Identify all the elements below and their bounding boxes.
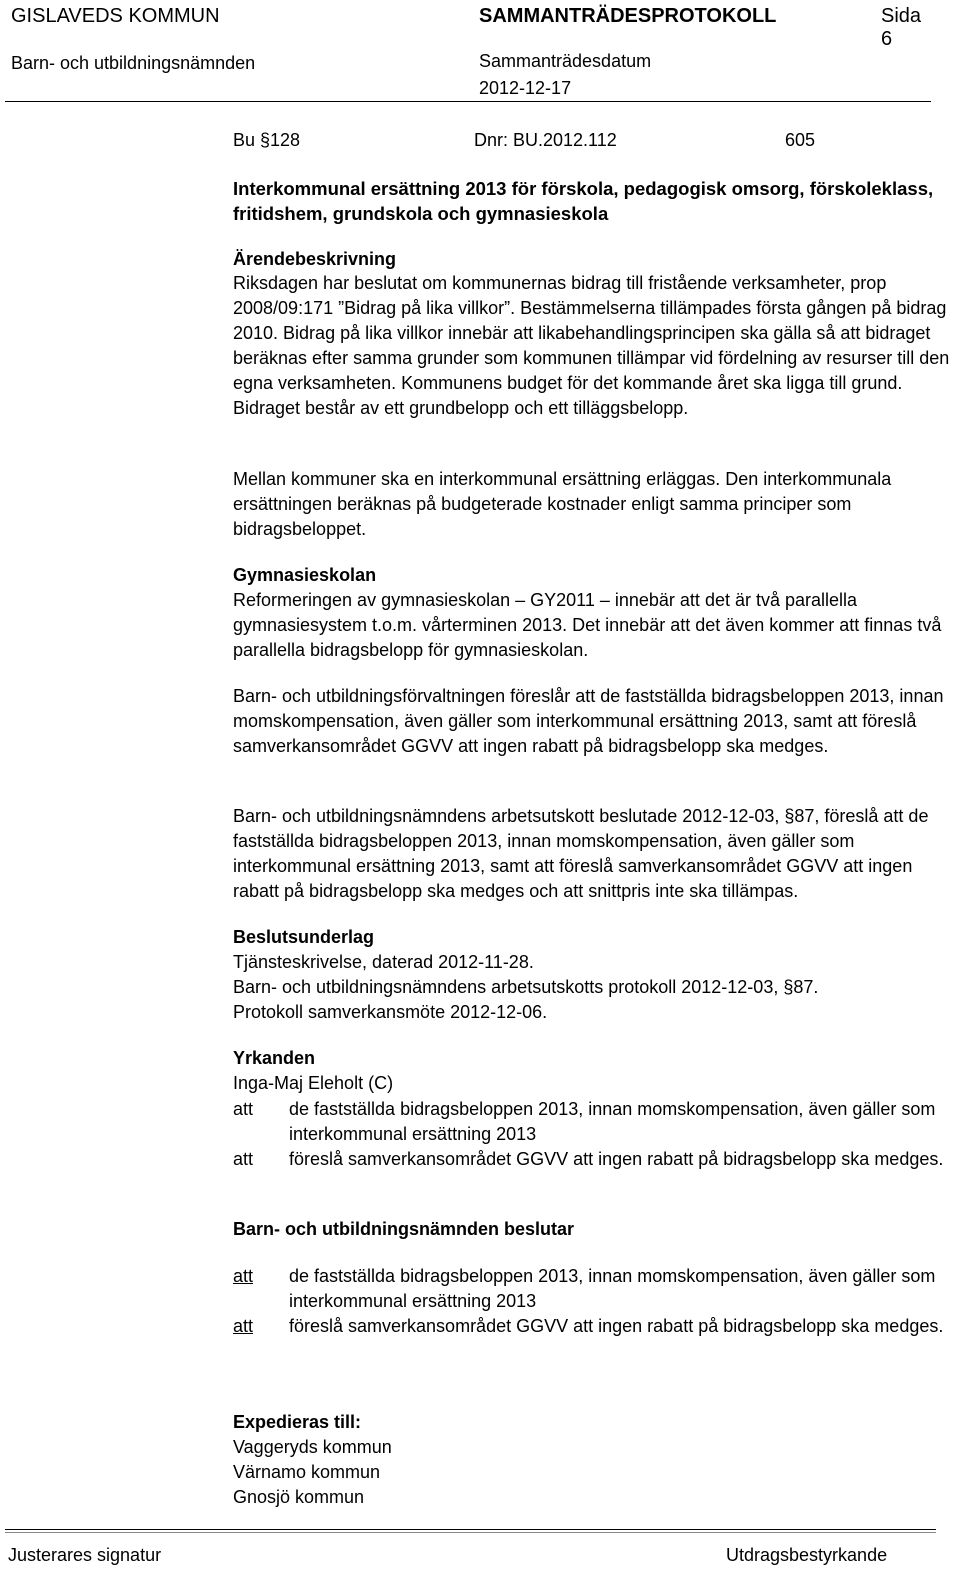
case-title: Interkommunal ersättning 2013 för förskola, pedagogisk omsorg, förskoleklass, fritidshem, grundskola och gymnasieskola (233, 178, 934, 224)
forvaltning-proposal: Barn- och utbildningsförvaltningen föreslår att de fastställda bidragsbeloppen 2013, innan momskompensation, även gäller som interkommunal ersättning 2013, samt att föreslå samverkansområdet GGVV att ingen rabatt på bidragsbelopp ska medges. (233, 686, 944, 756)
interkommunal-text: Mellan kommuner ska en interkommunal ersättning erläggas. Den interkommunala ersättningen beräknas på budgeterade kostnader enligt samma principer som bidragsbeloppet. (233, 469, 892, 539)
yrkande-att-label: att (233, 1099, 254, 1119)
date-label: Sammanträdesdatum (479, 51, 652, 71)
yrkanden-heading: Yrkanden (233, 1048, 316, 1068)
beslutsunderlag-item: Barn- och utbildningsnämndens arbetsutskotts protokoll 2012-12-03, §87. (233, 977, 819, 997)
gymnasieskolan-heading: Gymnasieskolan (233, 565, 377, 585)
footer-divider (5, 1529, 936, 1530)
yrkande-att-label: att (233, 1149, 254, 1169)
beslut-att-label: att (233, 1266, 254, 1286)
arbetsutskott-decision: Barn- och utbildningsnämndens arbetsutskott beslutade 2012-12-03, §87, föreslå att de fastställda bidragsbeloppen 2013, innan momskompensation, även gäller som interkommunal ersättning 2013, samt att föreslå samverkansområdet GGVV att ingen rabatt på bidragsbelopp ska medges och att snittpris inte ska tillämpas. (233, 806, 929, 901)
recipient-item: Vaggeryds kommun (233, 1437, 392, 1457)
footer-divider-secondary (5, 1532, 936, 1533)
meeting-date: 2012-12-17 (479, 78, 572, 98)
beslut-att-text: föreslå samverkansområdet GGVV att ingen rabatt på bidragsbelopp ska medges. (289, 1316, 944, 1336)
diarienummer: Dnr: BU.2012.112 (474, 130, 617, 150)
arendebeskrivning-text: Riksdagen har beslutat om kommunernas bidrag till fristående verksamheter, prop 2008/09:171 ”Bidrag på lika villkor”. Bestämmelserna tillämpades första gången på bidrag 2010. Bidrag på lika villkor innebär att likabehandlingsprincipen ska gälla så att bidraget beräknas efter samma grunder som kommunen tillämpar vid fördelning av resurser till den egna verksamheten. Kommunens budget för det kommande året ska ligga till grund. Bidraget består av ett grundbelopp och ett tilläggsbelopp. (233, 273, 950, 418)
beslut-att-label: att (233, 1316, 254, 1336)
recipient-item: Värnamo kommun (233, 1462, 381, 1482)
paragraph-number: Bu §128 (233, 130, 301, 150)
header-divider (5, 101, 931, 102)
document-type: SAMMANTRÄDESPROTOKOLL (479, 5, 777, 27)
board-name: Barn- och utbildningsnämnden (11, 53, 256, 73)
beslut-heading: Barn- och utbildningsnämnden beslutar (233, 1219, 575, 1239)
recipient-item: Gnosjö kommun (233, 1487, 365, 1507)
gymnasieskolan-text: Reformeringen av gymnasieskolan – GY2011 – innebär att det är två parallella gymnasiesystem t.o.m. vårterminen 2013. Det innebär att det även kommer att finnas två parallella bidragsbelopp för gymnasieskolan. (233, 590, 942, 660)
yrkande-att-text: de fastställda bidragsbeloppen 2013, innan momskompensation, även gäller som interkommunal ersättning 2013 (289, 1099, 936, 1144)
yrkanden-person: Inga-Maj Eleholt (C) (233, 1073, 394, 1093)
arendebeskrivning-heading: Ärendebeskrivning (233, 249, 397, 269)
beslutsunderlag-heading: Beslutsunderlag (233, 927, 375, 947)
expedieras-heading: Expedieras till: (233, 1412, 362, 1432)
case-code: 605 (785, 130, 816, 150)
beslut-att-text: de fastställda bidragsbeloppen 2013, innan momskompensation, även gäller som interkommunal ersättning 2013 (289, 1266, 936, 1311)
yrkande-att-text: föreslå samverkansområdet GGVV att ingen rabatt på bidragsbelopp ska medges. (289, 1149, 944, 1169)
beslutsunderlag-item: Protokoll samverkansmöte 2012-12-06. (233, 1002, 548, 1022)
page-label: Sida (881, 5, 922, 27)
justerares-signatur: Justerares signatur (8, 1545, 162, 1565)
page-number: 6 (881, 28, 893, 50)
utdragsbestyrkande: Utdragsbestyrkande (726, 1545, 888, 1565)
organization-name: GISLAVEDS KOMMUN (11, 5, 220, 27)
beslutsunderlag-item: Tjänsteskrivelse, daterad 2012-11-28. (233, 952, 534, 972)
